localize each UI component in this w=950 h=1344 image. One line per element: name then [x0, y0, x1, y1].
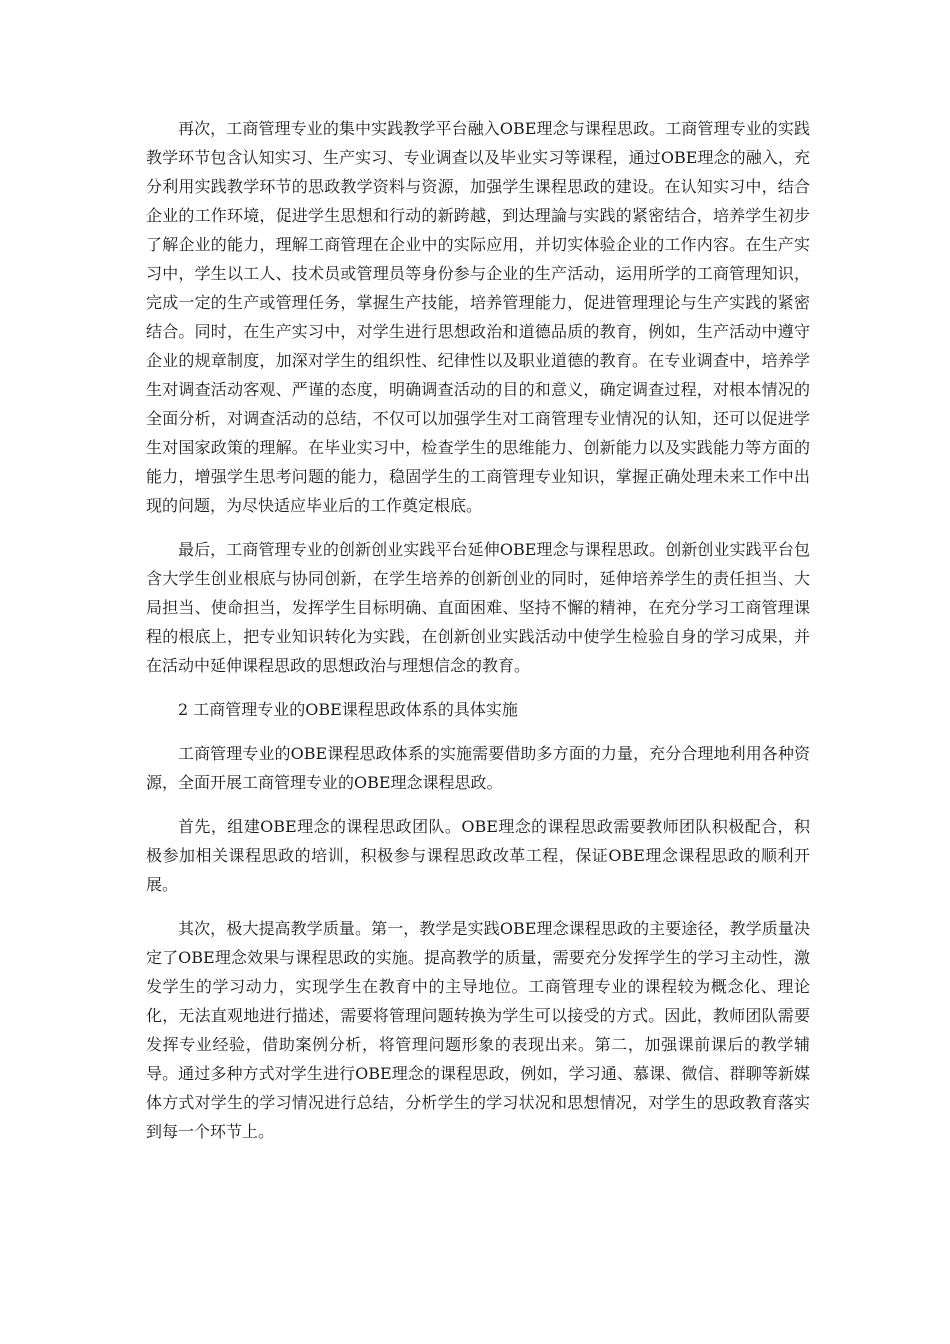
- paragraph-implementation-intro: 工商管理专业的OBE课程思政体系的实施需要借助多方面的力量，充分合理地利用各种资源，全面开展工商管理专业的OBE理念课程思政。: [146, 744, 810, 792]
- paragraph-practice-platform: 再次，工商管理专业的集中实践教学平台融入OBE理念与课程思政。工商管理专业的实践教学环节包含认知实习、生产实习、专业调查以及毕业实习等课程，通过OBE理念的融入，充分利用实践教学环节的思政教学资料与资源，加强学生课程思政的建设。在认知实习中，结合企业的工作环境，促进学生思想和行动的新跨越，到达理論与实践的紧密结合，培养学生初步了解企业的能力，理解工商管理在企业中的实际应用，并切实体验企业的工作内容。在生产实习中，学生以工人、技术员或管理员等身份参与企业的生产活动，运用所学的工商管理知识，完成一定的生产或管理任务，掌握生产技能，培养管理能力，促进管理理论与生产实践的紧密结合。同时，在生产实习中，对学生进行思想政治和道德品质的教育，例如，生产活动中遵守企业的规章制度，加深对学生的组织性、纪律性以及职业道德的教育。在专业调查中，培养学生对调查活动客观、严谨的态度，明确调查活动的目的和意义，确定调查过程，对根本情况的全面分析，对调查活动的总结，不仅可以加强学生对工商管理专业情况的认知，还可以促进学生对国家政策的理解。在毕业实习中，检查学生的思维能力、创新能力以及实践能力等方面的能力，增强学生思考问题的能力，稳固学生的工商管理专业知识，掌握正确处理未来工作中出现的问题，为尽快适应毕业后的工作奠定根底。: [146, 119, 810, 515]
- paragraph-team-building: 首先，组建OBE理念的课程思政团队。OBE理念的课程思政需要教师团队积极配合，积极参加相关课程思政的培训，积极参与课程思政改革工程，保证OBE理念课程思政的顺利开展。: [146, 817, 810, 894]
- document-page: [146, 114, 810, 1161]
- paragraph-innovation-platform: 最后，工商管理专业的创新创业实践平台延伸OBE理念与课程思政。创新创业实践平台包含大学生创业根底与协同创新，在学生培养的创新创业的同时，延伸培养学生的责任担当、大局担当、使命担当，发挥学生目标明确、直面困难、坚持不懈的精神，在充分学习工商管理课程的根底上，把专业知识转化为实践，在创新创业实践活动中使学生检验自身的学习成果，并在活动中延伸课程思政的思想政治与理想信念的教育。: [146, 540, 810, 675]
- section-heading: 2 工商管理专业的OBE课程思政体系的具体实施: [178, 700, 518, 719]
- paragraph-teaching-quality: 其次，极大提高教学质量。第一，教学是实践OBE理念课程思政的主要途径，教学质量决定了OBE理念效果与课程思政的实施。提高教学的质量，需要充分发挥学生的学习主动性，激发学生的学习动力，实现学生在教育中的主导地位。工商管理专业的课程较为概念化、理论化，无法直观地进行描述，需要将管理问题转换为学生可以接受的方式。因此，教师团队需要发挥专业经验，借助案例分析，将管理问题形象的表现出来。第二，加强课前课后的教学辅导。通过多种方式对学生进行OBE理念的课程思政，例如，学习通、慕课、微信、群聊等新媒体方式对学生的学习情况进行总结，分析学生的学习状况和思想情况，对学生的思政教育落实到每一个环节上。: [146, 919, 810, 1141]
